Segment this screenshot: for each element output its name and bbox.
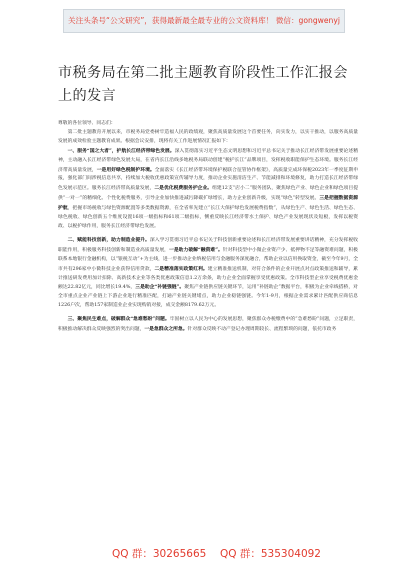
page-title: 市税务局在第二批主题教育阶段性工作汇报会上的发言: [58, 65, 348, 104]
section-2-point-1: 一是助力破解“融资难”。: [169, 246, 223, 253]
section-3-body: 牢固树立以人民为中心的发展思想，聚焦群众办税缴费中的“急难愁盼”问题，立足职责，积极推动解决群众反映强烈的突出问题，: [58, 317, 358, 333]
section-2-body: 深入学习贯彻习近平总书记关于科技创新重要论述和长江经济带发展重要讲话精神，充分发挥税收职能作用，积极服务科技创新和制造业高质量发展，: [58, 237, 358, 253]
section-1-point-1: 一是用好绿色税制护环境。: [96, 166, 155, 173]
section-3-heading: 三、聚焦民生难点，破解群众“急难愁盼”问题。: [67, 316, 170, 323]
qq-group-right[interactable]: QQ 群：535304092: [220, 548, 321, 560]
top-banner[interactable]: [63, 9, 345, 33]
greeting: 尊敬的各位领导、同志们：: [58, 121, 116, 126]
section-1-heading: 一、服务“国之大者”，护航长江经济带绿色发展。: [67, 147, 175, 154]
qq-group-left[interactable]: QQ 群：30265665: [112, 548, 207, 560]
section-1-point-2: 二是优化税费服务护企业。: [154, 185, 213, 192]
section-2-text-1: 针对科技型中小微企业资产少、抵押物不足等融资难问题，积极联系本地银行金融机构，以“银税互动”+为主线，进一步推动企业纳税信用与金融服务深度融合，帮助企业以信用换取资金，截至今年9月，全市共有296家中小微科技企业获得信用贷款，: [58, 247, 358, 272]
section-2-text-2: 建立精准推送机制，对符合条件的企业开展点对点政策推送和辅导，累计推送研发费用加计扣除、高新技术企业等各类优惠政策信息1.2万余条，助力企业全面掌握享受优惠政策。全市科技型企业享受税费优惠金额达22.82亿元，同比增长19.4%，: [58, 266, 358, 291]
section-2-point-3: 三是助企“补链强链”。: [135, 284, 185, 291]
intro-paragraph: 第二批主题教育开展以来，市税务局党委树牢造福人民的政绩观，聚焦高质量发展这个首要任务，向实发力，以实干推动，以服务高质量发展的成效检验主题教育成果。根据会议安排，现将有关工作进展情况汇报如下：: [58, 129, 358, 144]
section-3: [58, 315, 358, 335]
section-2: [58, 236, 358, 311]
section-2-heading: 二、赋能科技创新，助力制造业提升。: [67, 236, 150, 243]
section-1-body: 深入贯彻落实习近平生态文明思想和习近平总书记关于推动长江经济带发展重要论述精神，主动融入长江经济带绿色发展大局，在省内长江沿线多地税务局联动创建“税护长江”品牌项目，发挥税收职能保护生态环境。服务长江经济带高质量发展，: [58, 148, 358, 173]
document-page: [58, 62, 358, 335]
section-2-text-3: 聚焦产业链供应链关键环节，运用“补链助企”数据平台，积极为企业牵线搭桥，对全市重点企业产业链上下游企业进行精准匹配，打通产业链关键堵点，助力企业稳链强链。今年1-9月，根据企业需求累计匹配供应商信息1226户次，帮助157家制造业企业实现购销对接，成交金额8179.62万元。: [58, 285, 358, 309]
section-3-point-1: 一是急群众之所急。: [144, 326, 188, 333]
footer: [0, 542, 408, 566]
section-1-text-2: 组建12支“店小二”服务团队，聚焦绿色产业、绿色企业和绿色项目提供“一对一”的精细化、个性化税费服务，引导企业加快推进减污降碳扩绿增长，助力企业创新升级，实现“绿色”转型发展。: [58, 186, 358, 202]
banner-text: 关注头条号“公文研究”，获得最新最全最专业的公文资料库！ 微信：gongwenyj: [68, 16, 340, 25]
section-2-point-2: 二是精准落实政策红利。: [154, 265, 208, 272]
section-1-point-3: 三是把握数据资源护航: [58, 195, 358, 212]
section-1-text-1: 全面落实《长江经济带环境保护税联合征管协作框架》，高质量完成环保税2023年一季度征期申报，强化部门间涉税信息共享，持续加大税收优惠政策宣传辅导力度，推动企业实施清洁生产、节能减排和环境修复，助力打造长江经济带绿色发展示范区。服务长江经济带高质量发展，: [58, 167, 358, 192]
section-3-text-1: 针对群众反映不动产登记办理周期较长、流程繁琐的问题，依托市政务: [187, 327, 337, 333]
section-1: [58, 147, 358, 232]
section-1-text-3: ，把握市场税收与绿色资源配置等多类数据资源，在全省率先建立“长江大保护绿色发展税费指数”，从绿色生产、绿色生活、绿色生态、绿色税收、绿色创新五个维度设置16项一级指标和61项二级指标，侧重反映长江经济带水土保护、绿色产业发展现状及短板，发挥以税资政、以税护绿作用，服务长江经济带绿色发展。: [58, 206, 358, 229]
